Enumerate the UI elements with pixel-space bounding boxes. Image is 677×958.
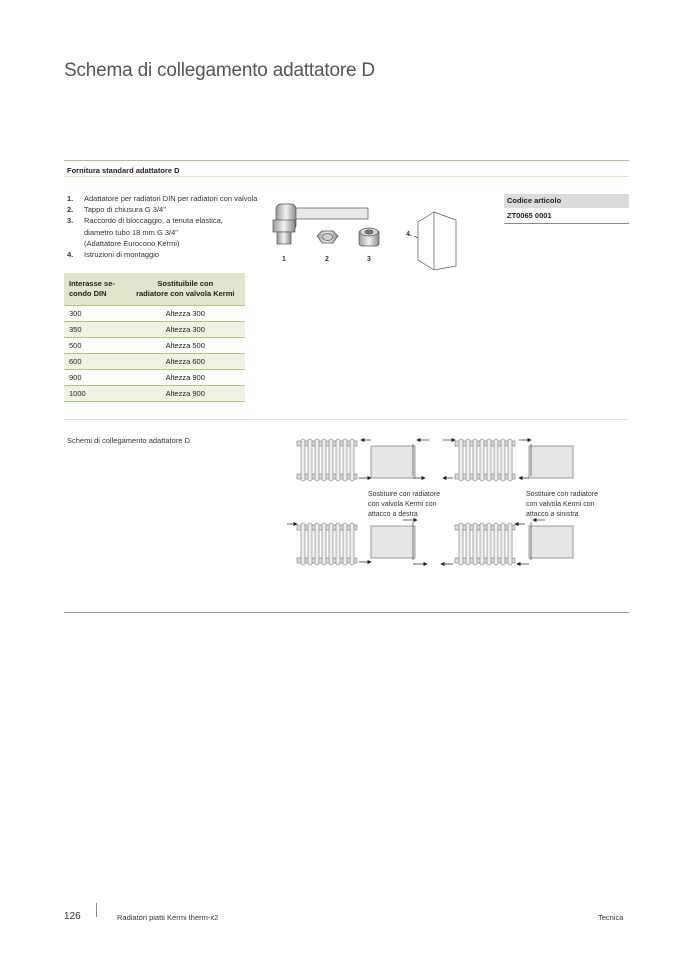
list-item: 1. Adattatore per radiatori DIN per radiatori con valvola [67,194,258,203]
table-row: 900 Altezza 900 [64,370,245,386]
scheme-right-kermi-radiator [371,440,429,478]
scheme-left-old-radiator-bottom [441,523,525,565]
list-item: 2. Tappo di chiusura G 3/4" [67,205,166,215]
cap-part-2 [317,231,338,243]
label-3: 3 [367,256,371,263]
bottom-divider [64,612,629,613]
table-row: 600 Altezza 600 [64,354,245,370]
scheme-right-kermi-radiator-bottom [371,520,427,564]
adapter-parts-illustration [262,194,462,270]
label-1: 1 [282,256,286,263]
col-header-din: Interasse se- condo DIN [64,273,126,306]
caption-right-connection: Sostituire con radiatore con valvola Kermi con attacco a destra [368,491,440,518]
fitting-part-3 [359,228,379,246]
footer-book-title: Radiatori piatti Kermi therm-x2 [117,913,219,922]
table-row: 350 Altezza 300 [64,322,245,338]
caption-left-connection: Sostituire con radiatore con valvola Kermi con attacco a sinistra [526,491,598,518]
article-code-header: Codice articolo [504,194,629,208]
scheme-left-old-radiator [443,439,515,481]
scheme-right-old-radiator [297,439,371,481]
footer-separator [96,903,97,917]
article-code-value: ZT0065 0001 [504,208,629,224]
list-item: 3. Raccordo di bloccaggio, a tenuta elastica, [67,216,223,226]
label-2: 2 [325,256,329,263]
section-title: Fornitura standard adattatore D [67,166,180,175]
scheme-left-kermi-radiator-bottom [517,520,573,564]
table-row: 300 Altezza 300 [64,306,245,322]
section-top-divider [64,160,629,161]
scheme-right-old-radiator-bottom [287,523,371,565]
col-header-kermi: Sostituibile con radiatore con valvola Kermi [126,273,245,306]
article-code-box [504,194,629,224]
list-item: 4. Istruzioni di montaggio [67,250,160,260]
supply-list: 1. Adattatore per radiatori DIN per radiatori con valvola 2. Tappo di chiusura G 3/4" 3. Raccordo di bloccaggio, a tenuta elastica, diametro tubo 18 mm G 3/4" (Adattatore Eurocono Kermi) 4. Istruzioni di montaggio [67,194,258,260]
footer-section: Tecnica [598,913,624,922]
manual-part-4 [414,212,456,270]
schemes-label: Schemi di collegamento adattatore D [67,436,190,445]
section-title-underline [64,176,629,177]
table-row: 500 Altezza 500 [64,338,245,354]
compatibility-table [64,273,245,402]
scheme-left-kermi-radiator [519,440,573,478]
page-title: Schema di collegamento adattatore D [64,60,375,81]
page-number: 126 [64,911,81,922]
table-row: 1000 Altezza 900 [64,386,245,402]
label-4: 4. [406,231,412,238]
section-divider [64,419,629,420]
